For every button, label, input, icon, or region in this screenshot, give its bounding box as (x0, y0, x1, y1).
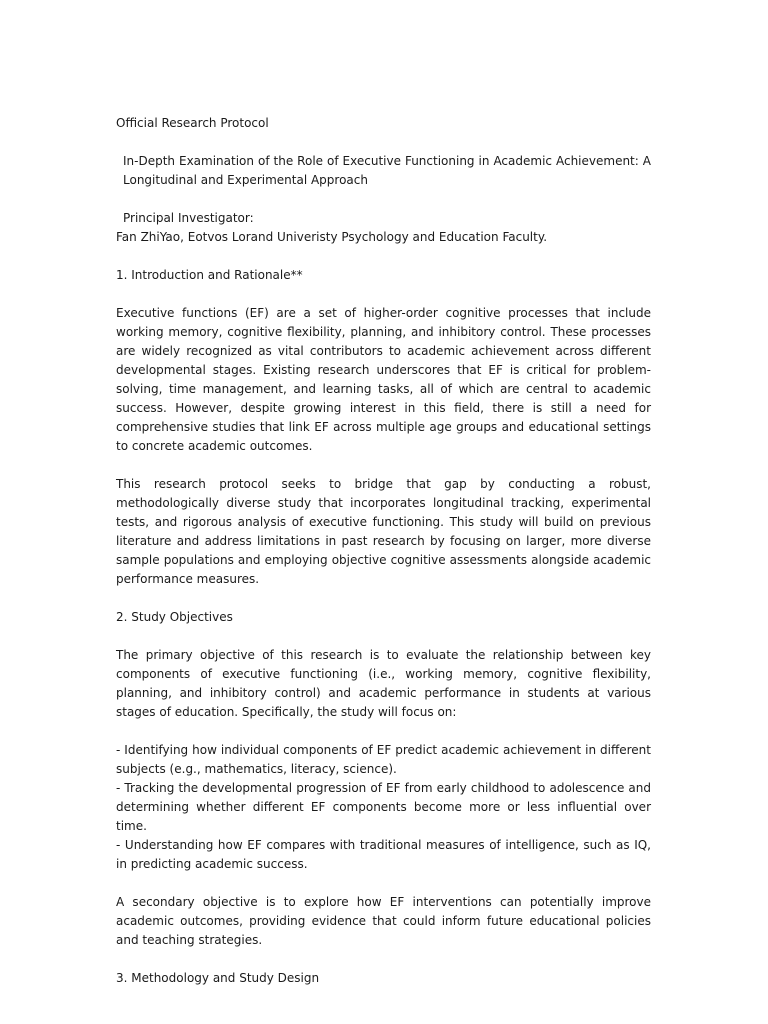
objectives-intro-paragraph: The primary objective of this research is to evaluate the relationship between key components of executive functioning (i.e., working memory, cognitive flexibility, planning, and inhibitory control) and academic performance in students at various stages of education. Specifically, the study will focus on: (116, 648, 651, 719)
objectives-bullet-list (116, 741, 651, 874)
objective-bullet-1: - Identifying how individual components of EF predict academic achievement in different subjects (e.g., mathematics, literacy, science). (116, 743, 651, 776)
section-heading-objectives: 2. Study Objectives (116, 610, 233, 624)
intro-paragraph-2: This research protocol seeks to bridge that gap by conducting a robust, methodologically diverse study that incorporates longitudinal tracking, experimental tests, and rigorous analysis of executive functioning. This study will build on previous literature and address limitations in past research by focusing on larger, more diverse sample populations and employing objective cognitive assessments alongside academic performance measures. (116, 477, 651, 586)
document-header: Official Research Protocol (116, 116, 269, 130)
pi-name: Fan ZhiYao, Eotvos Lorand Univeristy Psychology and Education Faculty. (116, 230, 548, 244)
objective-bullet-3: - Understanding how EF compares with traditional measures of intelligence, such as IQ, in predicting academic success. (116, 838, 651, 871)
objectives-secondary-paragraph: A secondary objective is to explore how EF interventions can potentially improve academic outcomes, providing evidence that could inform future educational policies and teaching strategies. (116, 895, 651, 947)
document-title: In-Depth Examination of the Role of Executive Functioning in Academic Achievement: A Longitudinal and Experimental Approach (123, 154, 651, 187)
section-heading-methodology: 3. Methodology and Study Design (116, 971, 320, 985)
section-heading-intro: 1. Introduction and Rationale** (116, 268, 303, 282)
intro-paragraph-1: Executive functions (EF) are a set of higher-order cognitive processes that include working memory, cognitive flexibility, planning, and inhibitory control. These processes are widely recognized as vital contributors to academic achievement across different developmental stages. Existing research underscores that EF is critical for problem-solving, time management, and learning tasks, all of which are central to academic success. However, despite growing interest in this field, there is still a need for comprehensive studies that link EF across multiple age groups and educational settings to concrete academic outcomes. (116, 306, 651, 453)
objective-bullet-2: - Tracking the developmental progression of EF from early childhood to adolescence and determining whether different EF components become more or less influential over time. (116, 781, 651, 833)
document-body (116, 114, 651, 1007)
pi-label: Principal Investigator: (123, 211, 254, 225)
